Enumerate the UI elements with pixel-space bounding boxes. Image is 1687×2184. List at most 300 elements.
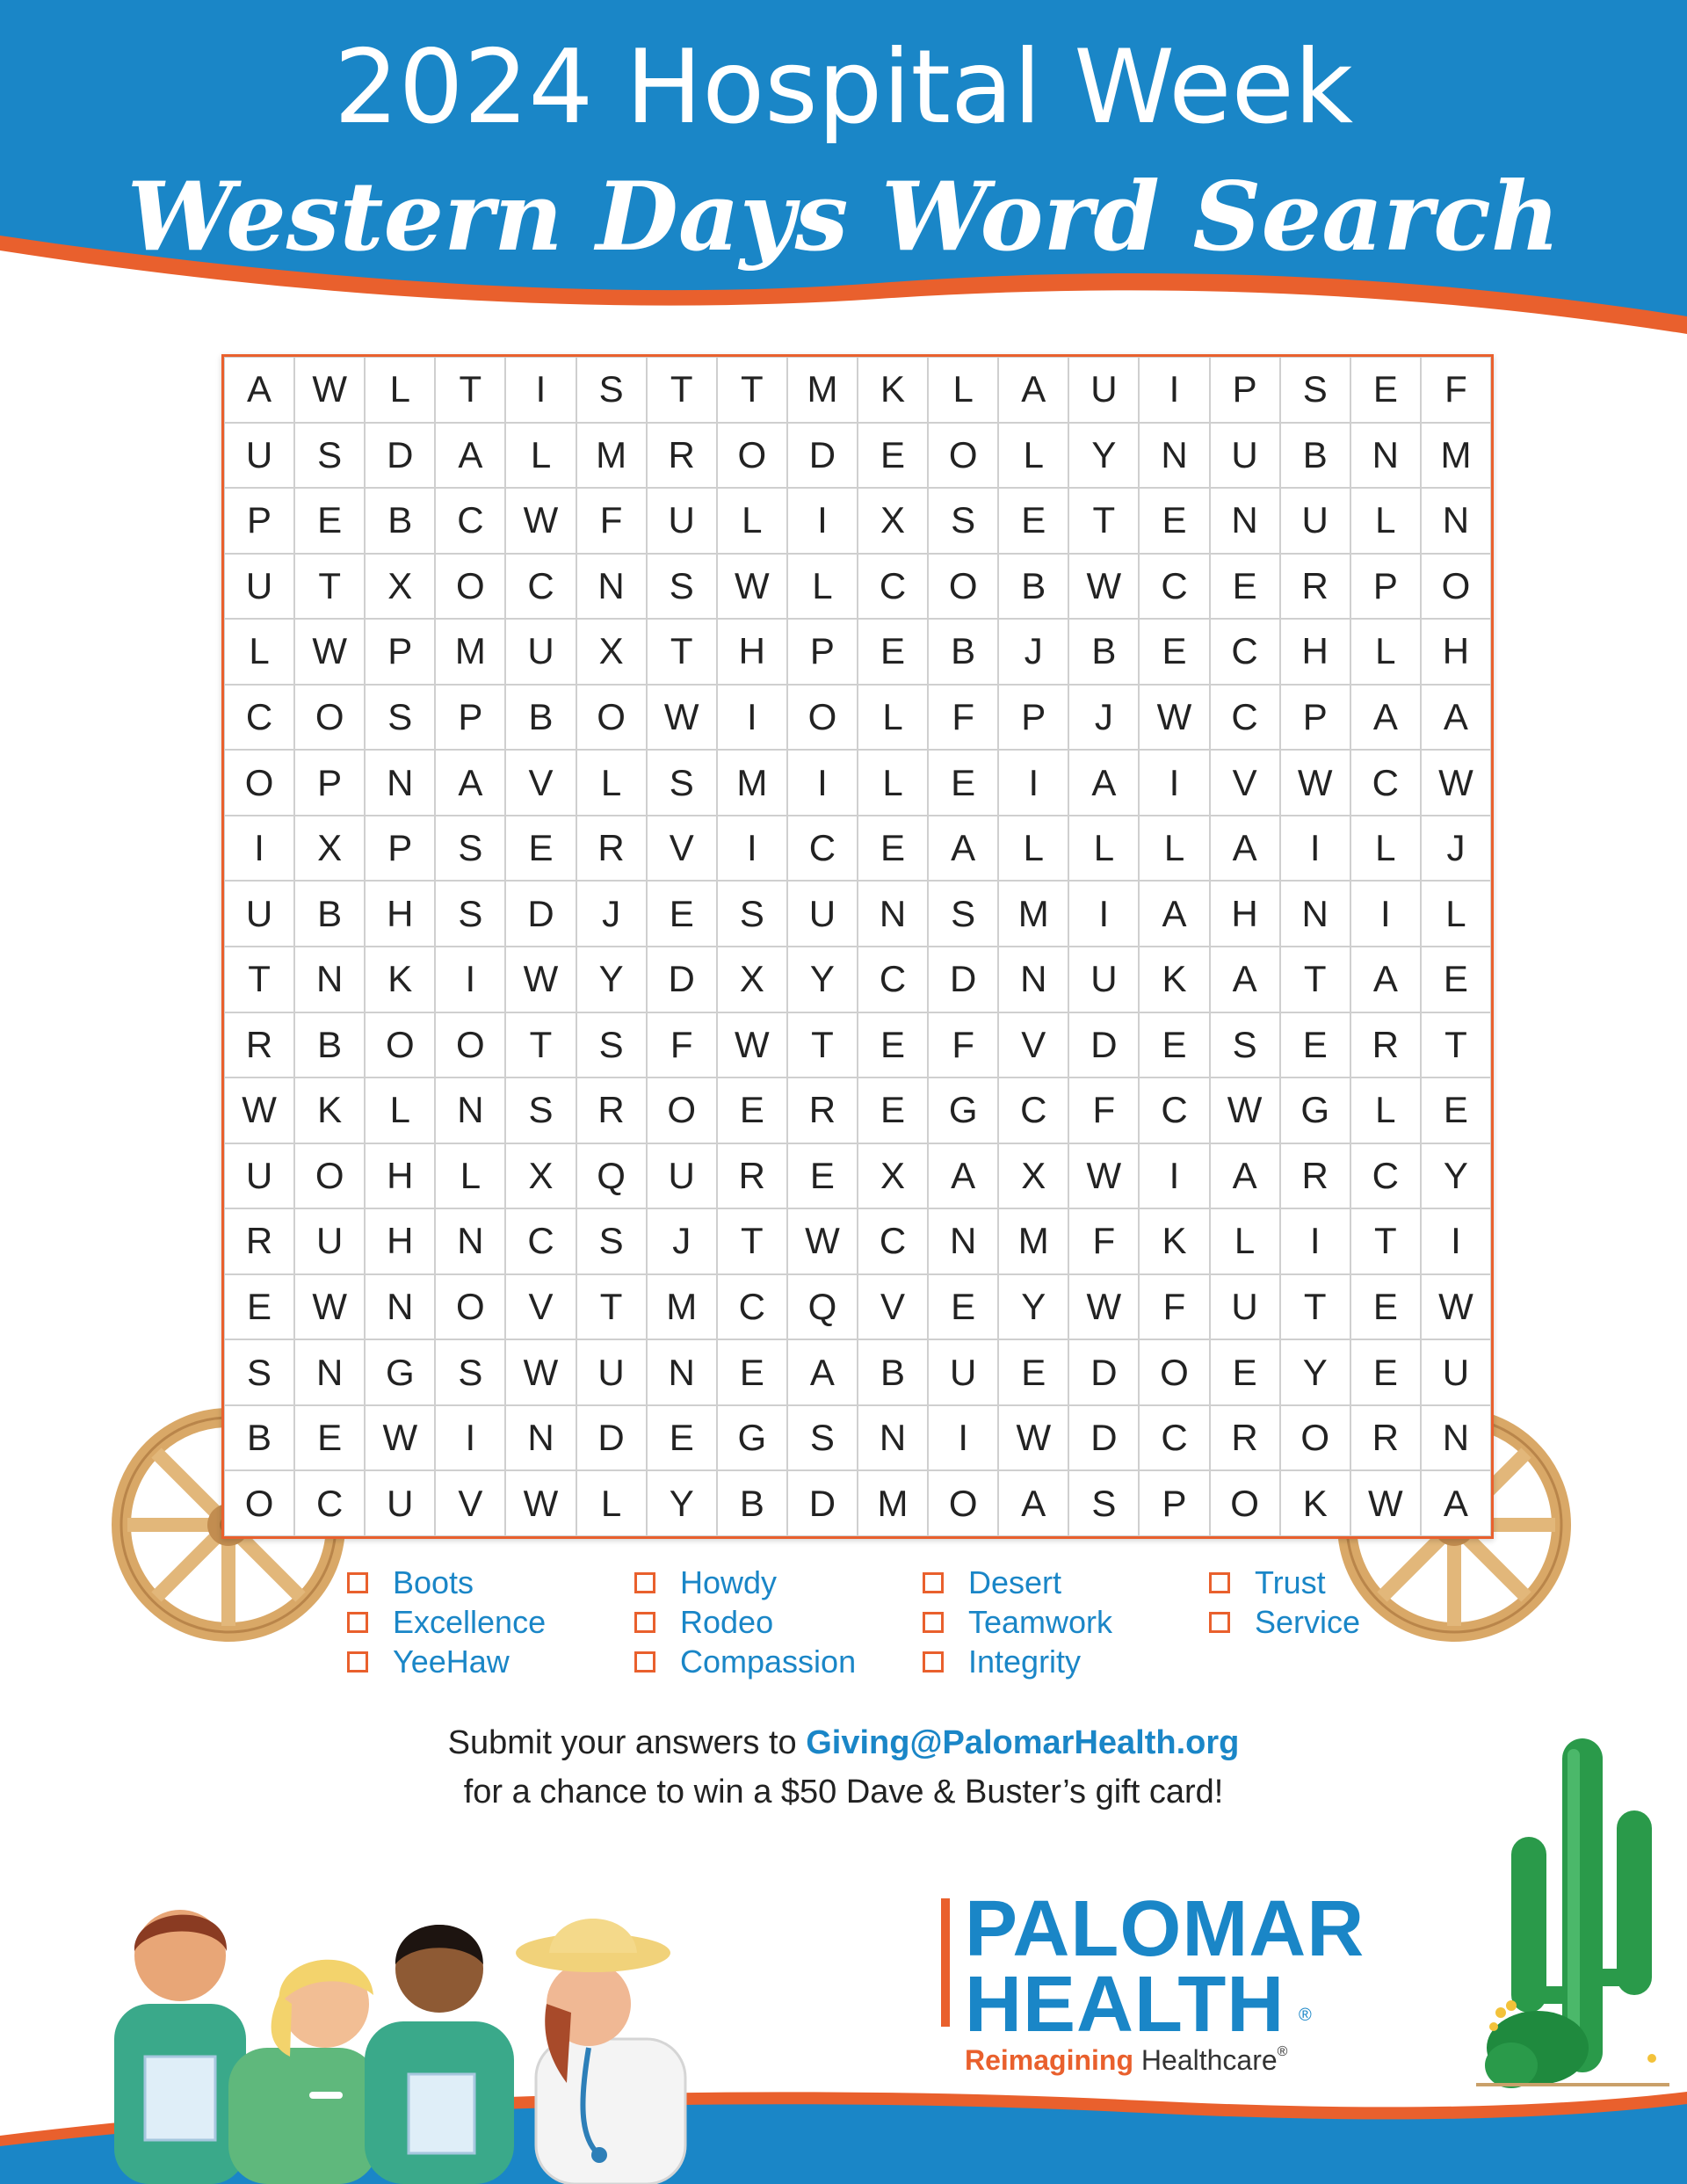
grid-cell[interactable]: I <box>1350 881 1421 947</box>
grid-cell[interactable]: Y <box>787 947 858 1012</box>
grid-cell[interactable]: K <box>365 947 435 1012</box>
checkbox-icon[interactable] <box>347 1612 368 1633</box>
grid-cell[interactable]: J <box>647 1208 717 1274</box>
grid-cell[interactable]: E <box>1139 488 1209 554</box>
grid-cell[interactable]: M <box>717 750 787 816</box>
grid-cell[interactable]: U <box>647 1143 717 1209</box>
word-item-integrity[interactable]: Integrity <box>923 1642 1081 1682</box>
grid-cell[interactable]: W <box>505 947 576 1012</box>
grid-cell[interactable]: O <box>1139 1339 1209 1405</box>
grid-cell[interactable]: A <box>224 357 294 423</box>
grid-cell[interactable]: C <box>505 1208 576 1274</box>
grid-cell[interactable]: L <box>576 1470 647 1536</box>
grid-cell[interactable]: O <box>647 1077 717 1143</box>
grid-cell[interactable]: F <box>1139 1274 1209 1340</box>
grid-cell[interactable]: S <box>576 357 647 423</box>
checkbox-icon[interactable] <box>634 1572 655 1593</box>
grid-cell[interactable]: X <box>998 1143 1068 1209</box>
grid-cell[interactable]: U <box>365 1470 435 1536</box>
grid-cell[interactable]: X <box>294 816 365 882</box>
grid-cell[interactable]: B <box>858 1339 928 1405</box>
grid-cell[interactable]: I <box>1139 750 1209 816</box>
grid-cell[interactable]: E <box>1350 1274 1421 1340</box>
grid-cell[interactable]: C <box>1139 1405 1209 1471</box>
grid-cell[interactable]: N <box>858 1405 928 1471</box>
grid-cell[interactable]: E <box>858 1077 928 1143</box>
grid-cell[interactable]: S <box>1068 1470 1139 1536</box>
grid-cell[interactable]: P <box>1210 357 1280 423</box>
grid-cell[interactable]: A <box>998 1470 1068 1536</box>
grid-cell[interactable]: S <box>717 881 787 947</box>
grid-cell[interactable]: N <box>858 881 928 947</box>
grid-cell[interactable]: D <box>928 947 998 1012</box>
grid-cell[interactable]: C <box>435 488 505 554</box>
grid-cell[interactable]: C <box>858 947 928 1012</box>
grid-cell[interactable]: L <box>717 488 787 554</box>
grid-cell[interactable]: C <box>224 685 294 751</box>
word-item-teamwork[interactable]: Teamwork <box>923 1602 1112 1643</box>
grid-cell[interactable]: D <box>505 881 576 947</box>
grid-cell[interactable]: E <box>717 1077 787 1143</box>
grid-cell[interactable]: R <box>576 1077 647 1143</box>
grid-cell[interactable]: E <box>1210 554 1280 620</box>
grid-cell[interactable]: W <box>998 1405 1068 1471</box>
grid-cell[interactable]: E <box>858 816 928 882</box>
grid-cell[interactable]: A <box>435 750 505 816</box>
grid-cell[interactable]: O <box>435 554 505 620</box>
grid-cell[interactable]: T <box>1280 947 1350 1012</box>
grid-cell[interactable]: B <box>365 488 435 554</box>
grid-cell[interactable]: C <box>1350 1143 1421 1209</box>
grid-cell[interactable]: L <box>1350 488 1421 554</box>
grid-cell[interactable]: H <box>1421 619 1491 685</box>
grid-cell[interactable]: Y <box>576 947 647 1012</box>
grid-cell[interactable]: R <box>1350 1012 1421 1078</box>
grid-cell[interactable]: N <box>505 1405 576 1471</box>
grid-cell[interactable]: L <box>787 554 858 620</box>
grid-cell[interactable]: E <box>1280 1012 1350 1078</box>
grid-cell[interactable]: T <box>717 357 787 423</box>
grid-cell[interactable]: W <box>505 488 576 554</box>
grid-cell[interactable]: W <box>294 1274 365 1340</box>
grid-cell[interactable]: S <box>435 881 505 947</box>
grid-cell[interactable]: M <box>647 1274 717 1340</box>
grid-cell[interactable]: L <box>365 357 435 423</box>
grid-cell[interactable]: M <box>576 423 647 489</box>
grid-cell[interactable]: M <box>435 619 505 685</box>
grid-cell[interactable]: N <box>1421 488 1491 554</box>
grid-cell[interactable]: E <box>858 619 928 685</box>
grid-cell[interactable]: X <box>717 947 787 1012</box>
grid-cell[interactable]: I <box>787 488 858 554</box>
grid-cell[interactable]: D <box>365 423 435 489</box>
grid-cell[interactable]: K <box>1139 947 1209 1012</box>
grid-cell[interactable]: E <box>928 750 998 816</box>
grid-cell[interactable]: O <box>717 423 787 489</box>
grid-cell[interactable]: C <box>858 554 928 620</box>
grid-cell[interactable]: N <box>576 554 647 620</box>
grid-cell[interactable]: L <box>858 685 928 751</box>
grid-cell[interactable]: S <box>576 1208 647 1274</box>
grid-cell[interactable]: S <box>928 881 998 947</box>
grid-cell[interactable]: L <box>1139 816 1209 882</box>
grid-cell[interactable]: N <box>1210 488 1280 554</box>
grid-cell[interactable]: V <box>647 816 717 882</box>
grid-cell[interactable]: N <box>647 1339 717 1405</box>
grid-cell[interactable]: Q <box>787 1274 858 1340</box>
grid-cell[interactable]: W <box>1280 750 1350 816</box>
grid-cell[interactable]: M <box>858 1470 928 1536</box>
grid-cell[interactable]: U <box>928 1339 998 1405</box>
grid-cell[interactable]: U <box>224 554 294 620</box>
grid-cell[interactable]: A <box>1210 1143 1280 1209</box>
grid-cell[interactable]: N <box>294 1339 365 1405</box>
grid-cell[interactable]: P <box>365 816 435 882</box>
grid-cell[interactable]: E <box>1139 1012 1209 1078</box>
grid-cell[interactable]: B <box>717 1470 787 1536</box>
grid-cell[interactable]: J <box>998 619 1068 685</box>
grid-cell[interactable]: O <box>435 1012 505 1078</box>
grid-cell[interactable]: A <box>1210 947 1280 1012</box>
grid-cell[interactable]: S <box>1280 357 1350 423</box>
grid-cell[interactable]: B <box>928 619 998 685</box>
grid-cell[interactable]: I <box>787 750 858 816</box>
word-item-desert[interactable]: Desert <box>923 1563 1061 1603</box>
grid-cell[interactable]: P <box>1350 554 1421 620</box>
grid-cell[interactable]: R <box>1280 1143 1350 1209</box>
checkbox-icon[interactable] <box>923 1572 944 1593</box>
grid-cell[interactable]: R <box>1350 1405 1421 1471</box>
grid-cell[interactable]: B <box>505 685 576 751</box>
grid-cell[interactable]: P <box>224 488 294 554</box>
word-item-yeehaw[interactable]: YeeHaw <box>347 1642 510 1682</box>
grid-cell[interactable]: U <box>787 881 858 947</box>
grid-cell[interactable]: T <box>1280 1274 1350 1340</box>
grid-cell[interactable]: W <box>717 554 787 620</box>
grid-cell[interactable]: E <box>505 816 576 882</box>
grid-cell[interactable]: N <box>998 947 1068 1012</box>
grid-cell[interactable]: V <box>998 1012 1068 1078</box>
grid-cell[interactable]: N <box>435 1077 505 1143</box>
grid-cell[interactable]: S <box>647 554 717 620</box>
grid-cell[interactable]: E <box>858 1012 928 1078</box>
grid-cell[interactable]: N <box>1280 881 1350 947</box>
grid-cell[interactable]: P <box>787 619 858 685</box>
grid-cell[interactable]: E <box>858 423 928 489</box>
grid-cell[interactable]: F <box>576 488 647 554</box>
grid-cell[interactable]: N <box>435 1208 505 1274</box>
grid-cell[interactable]: X <box>858 488 928 554</box>
grid-cell[interactable]: L <box>365 1077 435 1143</box>
grid-cell[interactable]: S <box>435 1339 505 1405</box>
grid-cell[interactable]: D <box>647 947 717 1012</box>
grid-cell[interactable]: A <box>787 1339 858 1405</box>
grid-cell[interactable]: U <box>1210 1274 1280 1340</box>
grid-cell[interactable]: I <box>435 947 505 1012</box>
grid-cell[interactable]: C <box>787 816 858 882</box>
grid-cell[interactable]: E <box>1421 947 1491 1012</box>
grid-cell[interactable]: R <box>1210 1405 1280 1471</box>
checkbox-icon[interactable] <box>634 1651 655 1672</box>
grid-cell[interactable]: F <box>928 685 998 751</box>
grid-cell[interactable]: X <box>576 619 647 685</box>
checkbox-icon[interactable] <box>923 1651 944 1672</box>
grid-cell[interactable]: W <box>1350 1470 1421 1536</box>
grid-cell[interactable]: O <box>224 1470 294 1536</box>
grid-cell[interactable]: R <box>576 816 647 882</box>
grid-cell[interactable]: T <box>1068 488 1139 554</box>
grid-cell[interactable]: I <box>1068 881 1139 947</box>
grid-cell[interactable]: L <box>998 816 1068 882</box>
grid-cell[interactable]: O <box>1421 554 1491 620</box>
grid-cell[interactable]: A <box>928 1143 998 1209</box>
grid-cell[interactable]: U <box>576 1339 647 1405</box>
grid-cell[interactable]: V <box>505 750 576 816</box>
word-item-service[interactable]: Service <box>1209 1602 1360 1643</box>
grid-cell[interactable]: K <box>294 1077 365 1143</box>
grid-cell[interactable]: L <box>505 423 576 489</box>
grid-cell[interactable]: P <box>365 619 435 685</box>
grid-cell[interactable]: P <box>998 685 1068 751</box>
grid-cell[interactable]: A <box>1350 685 1421 751</box>
grid-cell[interactable]: S <box>576 1012 647 1078</box>
grid-cell[interactable]: E <box>1139 619 1209 685</box>
grid-cell[interactable]: A <box>928 816 998 882</box>
grid-cell[interactable]: R <box>787 1077 858 1143</box>
grid-cell[interactable]: E <box>998 1339 1068 1405</box>
grid-cell[interactable]: R <box>717 1143 787 1209</box>
grid-cell[interactable]: C <box>1210 685 1280 751</box>
grid-cell[interactable]: O <box>787 685 858 751</box>
grid-cell[interactable]: D <box>576 1405 647 1471</box>
grid-cell[interactable]: A <box>1421 1470 1491 1536</box>
grid-cell[interactable]: E <box>998 488 1068 554</box>
grid-cell[interactable]: E <box>1350 1339 1421 1405</box>
grid-cell[interactable]: J <box>1421 816 1491 882</box>
grid-cell[interactable]: L <box>1350 619 1421 685</box>
grid-cell[interactable]: L <box>435 1143 505 1209</box>
grid-cell[interactable]: A <box>1210 816 1280 882</box>
grid-cell[interactable]: H <box>365 881 435 947</box>
grid-cell[interactable]: S <box>647 750 717 816</box>
grid-cell[interactable]: S <box>224 1339 294 1405</box>
grid-cell[interactable]: A <box>998 357 1068 423</box>
grid-cell[interactable]: T <box>294 554 365 620</box>
grid-cell[interactable]: V <box>858 1274 928 1340</box>
grid-cell[interactable]: O <box>294 685 365 751</box>
grid-cell[interactable]: O <box>928 423 998 489</box>
grid-cell[interactable]: E <box>224 1274 294 1340</box>
grid-cell[interactable]: L <box>224 619 294 685</box>
grid-cell[interactable]: W <box>1421 750 1491 816</box>
submit-email-link[interactable]: Giving@PalomarHealth.org <box>806 1724 1240 1761</box>
grid-cell[interactable]: F <box>1068 1077 1139 1143</box>
grid-cell[interactable]: W <box>224 1077 294 1143</box>
grid-cell[interactable]: U <box>1280 488 1350 554</box>
checkbox-icon[interactable] <box>347 1572 368 1593</box>
grid-cell[interactable]: I <box>998 750 1068 816</box>
grid-cell[interactable]: X <box>365 554 435 620</box>
grid-cell[interactable]: O <box>1210 1470 1280 1536</box>
grid-cell[interactable]: H <box>717 619 787 685</box>
grid-cell[interactable]: F <box>928 1012 998 1078</box>
grid-cell[interactable]: L <box>1350 816 1421 882</box>
grid-cell[interactable]: N <box>1139 423 1209 489</box>
grid-cell[interactable]: Q <box>576 1143 647 1209</box>
grid-cell[interactable]: H <box>365 1143 435 1209</box>
grid-cell[interactable]: H <box>1210 881 1280 947</box>
grid-cell[interactable]: L <box>576 750 647 816</box>
grid-cell[interactable]: O <box>435 1274 505 1340</box>
word-item-rodeo[interactable]: Rodeo <box>634 1602 773 1643</box>
grid-cell[interactable]: I <box>1280 816 1350 882</box>
grid-cell[interactable]: D <box>787 1470 858 1536</box>
grid-cell[interactable]: L <box>1350 1077 1421 1143</box>
grid-cell[interactable]: D <box>1068 1339 1139 1405</box>
grid-cell[interactable]: I <box>224 816 294 882</box>
grid-cell[interactable]: L <box>858 750 928 816</box>
grid-cell[interactable]: M <box>998 881 1068 947</box>
grid-cell[interactable]: C <box>1139 1077 1209 1143</box>
grid-cell[interactable]: I <box>1139 357 1209 423</box>
grid-cell[interactable]: T <box>717 1208 787 1274</box>
grid-cell[interactable]: N <box>1350 423 1421 489</box>
grid-cell[interactable]: I <box>1139 1143 1209 1209</box>
grid-cell[interactable]: W <box>505 1470 576 1536</box>
grid-cell[interactable]: T <box>1421 1012 1491 1078</box>
grid-cell[interactable]: C <box>858 1208 928 1274</box>
grid-cell[interactable]: U <box>294 1208 365 1274</box>
grid-cell[interactable]: O <box>224 750 294 816</box>
grid-cell[interactable]: Y <box>998 1274 1068 1340</box>
grid-cell[interactable]: R <box>224 1012 294 1078</box>
grid-cell[interactable]: A <box>1421 685 1491 751</box>
word-item-excellence[interactable]: Excellence <box>347 1602 546 1643</box>
grid-cell[interactable]: E <box>787 1143 858 1209</box>
grid-cell[interactable]: D <box>1068 1012 1139 1078</box>
grid-cell[interactable]: I <box>1421 1208 1491 1274</box>
grid-cell[interactable]: I <box>928 1405 998 1471</box>
grid-cell[interactable]: R <box>647 423 717 489</box>
grid-cell[interactable]: N <box>1421 1405 1491 1471</box>
grid-cell[interactable]: H <box>1280 619 1350 685</box>
grid-cell[interactable]: P <box>1280 685 1350 751</box>
checkbox-icon[interactable] <box>1209 1572 1230 1593</box>
grid-cell[interactable]: M <box>787 357 858 423</box>
grid-cell[interactable]: E <box>647 881 717 947</box>
grid-cell[interactable]: W <box>1068 1143 1139 1209</box>
grid-cell[interactable]: L <box>998 423 1068 489</box>
grid-cell[interactable]: U <box>224 423 294 489</box>
grid-cell[interactable]: T <box>435 357 505 423</box>
grid-cell[interactable]: S <box>435 816 505 882</box>
grid-cell[interactable]: P <box>435 685 505 751</box>
grid-cell[interactable]: C <box>1350 750 1421 816</box>
grid-cell[interactable]: W <box>1139 685 1209 751</box>
grid-cell[interactable]: D <box>1068 1405 1139 1471</box>
grid-cell[interactable]: R <box>224 1208 294 1274</box>
grid-cell[interactable]: N <box>365 1274 435 1340</box>
grid-cell[interactable]: L <box>1068 816 1139 882</box>
grid-cell[interactable]: O <box>294 1143 365 1209</box>
word-item-boots[interactable]: Boots <box>347 1563 474 1603</box>
grid-cell[interactable]: T <box>505 1012 576 1078</box>
grid-cell[interactable]: L <box>1421 881 1491 947</box>
grid-cell[interactable]: I <box>435 1405 505 1471</box>
grid-cell[interactable]: W <box>365 1405 435 1471</box>
grid-cell[interactable]: W <box>1421 1274 1491 1340</box>
grid-cell[interactable]: W <box>717 1012 787 1078</box>
checkbox-icon[interactable] <box>1209 1612 1230 1633</box>
grid-cell[interactable]: U <box>1068 357 1139 423</box>
word-item-trust[interactable]: Trust <box>1209 1563 1326 1603</box>
grid-cell[interactable]: T <box>787 1012 858 1078</box>
grid-cell[interactable]: T <box>1350 1208 1421 1274</box>
grid-cell[interactable]: K <box>858 357 928 423</box>
grid-cell[interactable]: N <box>365 750 435 816</box>
grid-cell[interactable]: T <box>576 1274 647 1340</box>
grid-cell[interactable]: C <box>717 1274 787 1340</box>
grid-cell[interactable]: E <box>717 1339 787 1405</box>
grid-cell[interactable]: L <box>928 357 998 423</box>
grid-cell[interactable]: N <box>294 947 365 1012</box>
word-item-compassion[interactable]: Compassion <box>634 1642 856 1682</box>
grid-cell[interactable]: A <box>1350 947 1421 1012</box>
grid-cell[interactable]: W <box>1068 1274 1139 1340</box>
checkbox-icon[interactable] <box>634 1612 655 1633</box>
grid-cell[interactable]: A <box>435 423 505 489</box>
grid-cell[interactable]: U <box>1068 947 1139 1012</box>
grid-cell[interactable]: S <box>787 1405 858 1471</box>
grid-cell[interactable]: E <box>1350 357 1421 423</box>
grid-cell[interactable]: U <box>224 881 294 947</box>
grid-cell[interactable]: B <box>1280 423 1350 489</box>
grid-cell[interactable]: G <box>717 1405 787 1471</box>
grid-cell[interactable]: H <box>365 1208 435 1274</box>
grid-cell[interactable]: O <box>1280 1405 1350 1471</box>
grid-cell[interactable]: S <box>1210 1012 1280 1078</box>
grid-cell[interactable]: C <box>998 1077 1068 1143</box>
grid-cell[interactable]: T <box>647 357 717 423</box>
grid-cell[interactable]: B <box>998 554 1068 620</box>
grid-cell[interactable]: J <box>576 881 647 947</box>
grid-cell[interactable]: U <box>1210 423 1280 489</box>
grid-cell[interactable]: R <box>1280 554 1350 620</box>
grid-cell[interactable]: Y <box>647 1470 717 1536</box>
grid-cell[interactable]: B <box>224 1405 294 1471</box>
grid-cell[interactable]: T <box>224 947 294 1012</box>
checkbox-icon[interactable] <box>923 1612 944 1633</box>
grid-cell[interactable]: C <box>294 1470 365 1536</box>
grid-cell[interactable]: O <box>365 1012 435 1078</box>
grid-cell[interactable]: E <box>647 1405 717 1471</box>
word-item-howdy[interactable]: Howdy <box>634 1563 777 1603</box>
grid-cell[interactable]: G <box>928 1077 998 1143</box>
grid-cell[interactable]: X <box>858 1143 928 1209</box>
grid-cell[interactable]: U <box>647 488 717 554</box>
grid-cell[interactable]: F <box>647 1012 717 1078</box>
grid-cell[interactable]: I <box>505 357 576 423</box>
grid-cell[interactable]: W <box>505 1339 576 1405</box>
grid-cell[interactable]: F <box>1421 357 1491 423</box>
grid-cell[interactable]: O <box>928 1470 998 1536</box>
grid-cell[interactable]: C <box>1139 554 1209 620</box>
grid-cell[interactable]: E <box>294 488 365 554</box>
grid-cell[interactable]: S <box>928 488 998 554</box>
grid-cell[interactable]: D <box>787 423 858 489</box>
grid-cell[interactable]: A <box>1139 881 1209 947</box>
grid-cell[interactable]: W <box>294 619 365 685</box>
